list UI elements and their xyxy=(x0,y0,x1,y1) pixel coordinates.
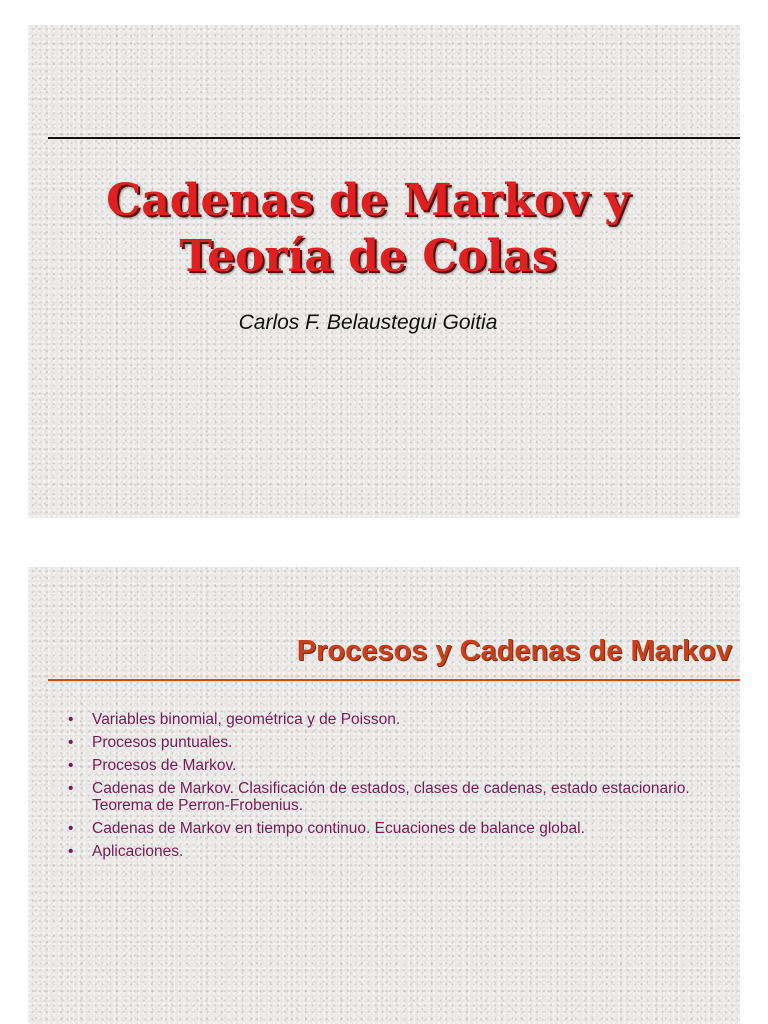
bullet-icon: • xyxy=(68,734,74,751)
bullet-icon: • xyxy=(68,780,74,797)
section-rule xyxy=(48,679,740,681)
author-name: Carlos F. Belaustegui Goitia xyxy=(238,311,498,334)
bullet-text: Cadenas de Markov en tiempo continuo. Ecuaciones de balance global. xyxy=(92,820,585,837)
bullet-icon: • xyxy=(68,843,74,860)
bullet-icon: • xyxy=(68,711,74,728)
bullet-icon: • xyxy=(68,820,74,837)
list-item xyxy=(64,780,710,814)
section-title: Procesos y Cadenas de Markov xyxy=(296,635,732,667)
bullet-text: Procesos puntuales. xyxy=(92,734,233,751)
bullet-text: Variables binomial, geométrica y de Poisson. xyxy=(92,711,401,728)
presentation-title-line-2: Teoría de Colas xyxy=(179,231,557,282)
list-item xyxy=(64,734,710,751)
bullet-text: Procesos de Markov. xyxy=(92,757,237,774)
bullet-text: Aplicaciones. xyxy=(92,843,184,860)
bullet-list xyxy=(64,711,710,866)
title-rule xyxy=(48,137,740,139)
bullet-icon: • xyxy=(68,757,74,774)
list-item xyxy=(64,843,710,860)
slide-title xyxy=(28,25,740,518)
list-item xyxy=(64,711,710,728)
bullet-text: Cadenas de Markov. Clasificación de estados, clases de cadenas, estado estacionario. Teorema de Perron-Frobenius. xyxy=(92,780,690,814)
list-item xyxy=(64,757,710,774)
presentation-title-line-1: Cadenas de Markov y xyxy=(106,175,630,226)
presentation-title xyxy=(28,173,724,285)
slide-contents xyxy=(28,567,740,1024)
list-item xyxy=(64,820,710,837)
